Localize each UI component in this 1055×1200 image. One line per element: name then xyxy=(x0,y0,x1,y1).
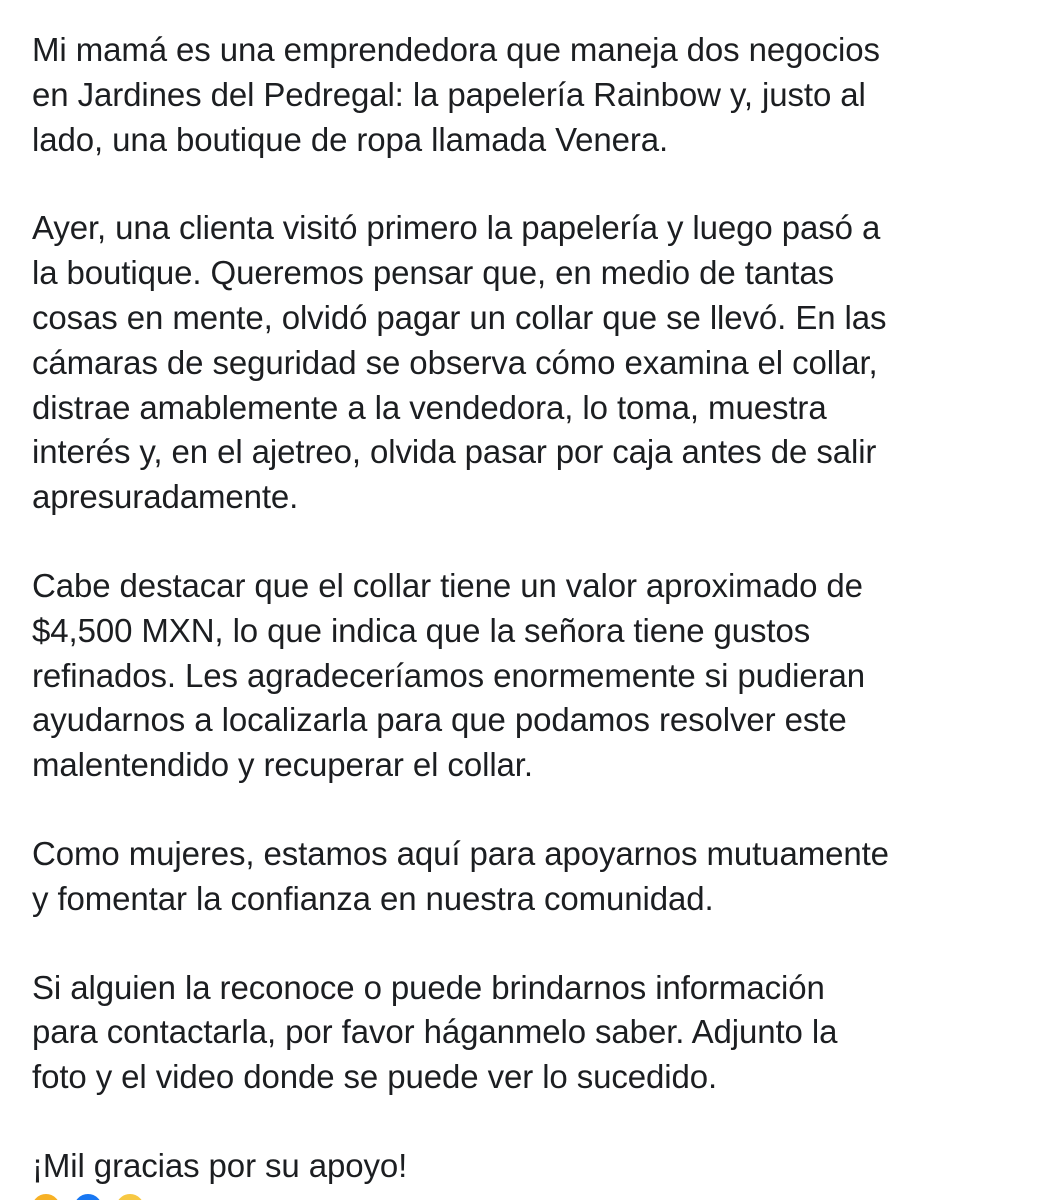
care-reaction-icon xyxy=(114,1192,146,1200)
text-line: distrae amablemente a la vendedora, lo toma, muestra xyxy=(32,388,827,426)
text-line: cámaras de seguridad se observa cómo examina el collar, xyxy=(32,343,878,381)
paragraph-intro xyxy=(32,28,1032,162)
text-line: en Jardines del Pedregal: la papelería Rainbow y, justo al xyxy=(32,75,866,113)
text-line: refinados. Les agradeceríamos enormemente si pudieran xyxy=(32,656,866,694)
haha-reaction-icon xyxy=(30,1192,62,1200)
text-line: para contactarla, por favor háganmelo saber. Adjunto la xyxy=(32,1013,838,1051)
text-line: ¡Mil gracias por su apoyo! xyxy=(32,1146,408,1184)
text-line: y fomentar la confianza en nuestra comunidad. xyxy=(32,879,714,917)
text-line: Cabe destacar que el collar tiene un valor aproximado de xyxy=(32,566,863,604)
like-reaction-icon xyxy=(72,1192,104,1200)
reaction-summary[interactable] xyxy=(30,1188,150,1200)
text-line: interés y, en el ajetreo, olvida pasar por caja antes de salir xyxy=(32,433,877,471)
text-line: lado, una boutique de ropa llamada Venera. xyxy=(32,120,669,158)
text-line: la boutique. Queremos pensar que, en medio de tantas xyxy=(32,254,834,292)
paragraph-incident xyxy=(32,206,1032,520)
text-line: Si alguien la reconoce o puede brindarnos información xyxy=(32,968,825,1006)
post-body xyxy=(32,28,1032,1200)
paragraph-community xyxy=(32,832,1032,922)
text-line: ayudarnos a localizarla para que podamos resolver este xyxy=(32,701,847,739)
text-line: Ayer, una clienta visitó primero la papelería y luego pasó a xyxy=(32,209,881,247)
text-line: foto y el video donde se puede ver lo sucedido. xyxy=(32,1058,718,1096)
text-line: malentendido y recuperar el collar. xyxy=(32,746,533,784)
paragraph-request xyxy=(32,966,1032,1100)
paragraph-thanks xyxy=(32,1144,1032,1189)
paragraph-value xyxy=(32,564,1032,788)
text-line: apresuradamente. xyxy=(32,478,299,516)
text-line: cosas en mente, olvidó pagar un collar que se llevó. En las xyxy=(32,298,887,336)
text-line: Mi mamá es una emprendedora que maneja dos negocios xyxy=(32,31,880,68)
text-line: Como mujeres, estamos aquí para apoyarnos mutuamente xyxy=(32,834,889,872)
text-line: $4,500 MXN, lo que indica que la señora tiene gustos xyxy=(32,611,811,649)
